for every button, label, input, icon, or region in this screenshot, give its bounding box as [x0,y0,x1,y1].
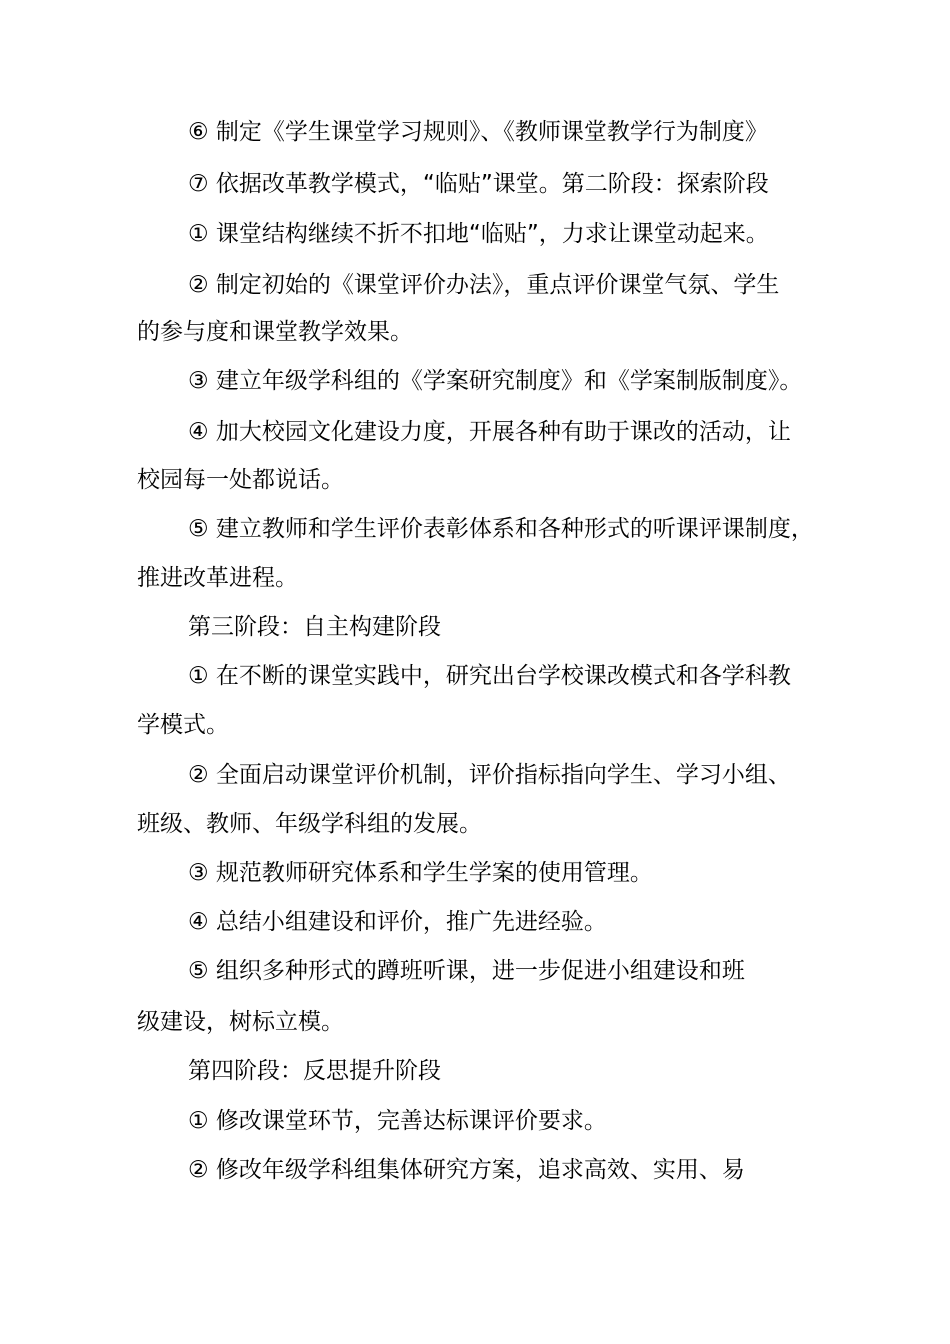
text-line: ③ 规范教师研究体系和学生学案的使用管理。 [188,860,653,886]
text-line: 级建设，树标立模。 [137,1009,344,1035]
text-line: 学模式。 [137,712,229,738]
text-line: ⑤ 建立教师和学生评价表彰体系和各种形式的听课评课制度， [188,516,814,542]
section-heading: 第三阶段：自主构建阶段 [188,614,441,640]
text-line: ① 在不断的课堂实践中，研究出台学校课改模式和各学科教 [188,663,791,689]
text-line: ③ 建立年级学科组的《学案研究制度》和《学案制版制度》。 [188,368,803,394]
text-line: ② 全面启动课堂评价机制，评价指标指向学生、学习小组、 [188,762,791,788]
section-heading: 第四阶段：反思提升阶段 [188,1058,441,1084]
text-line: ② 修改年级学科组集体研究方案，追求高效、实用、易 [188,1157,745,1183]
text-line: ① 课堂结构继续不折不扣地“临贴”，力求让课堂动起来。 [188,221,769,247]
text-line: 校园每一处都说话。 [137,467,344,493]
text-line: ⑦ 依据改革教学模式，“临贴”课堂。第二阶段：探索阶段 [188,171,769,197]
text-line: ① 修改课堂环节，完善达标课评价要求。 [188,1108,607,1134]
text-line: ④ 总结小组建设和评价，推广先进经验。 [188,909,607,935]
text-line: 推进改革进程。 [137,565,298,591]
text-line: ④ 加大校园文化建设力度，开展各种有助于课改的活动，让 [188,419,791,445]
text-line: ⑤ 组织多种形式的蹲班听课，进一步促进小组建设和班 [188,958,745,984]
text-line: ⑥ 制定《学生课堂学习规则》、《教师课堂教学行为制度》 [188,119,768,145]
text-line: ② 制定初始的《课堂评价办法》，重点评价课堂气氛、学生 [188,272,780,298]
text-line: 班级、教师、年级学科组的发展。 [137,811,482,837]
text-line: 的参与度和课堂教学效果。 [137,319,413,345]
